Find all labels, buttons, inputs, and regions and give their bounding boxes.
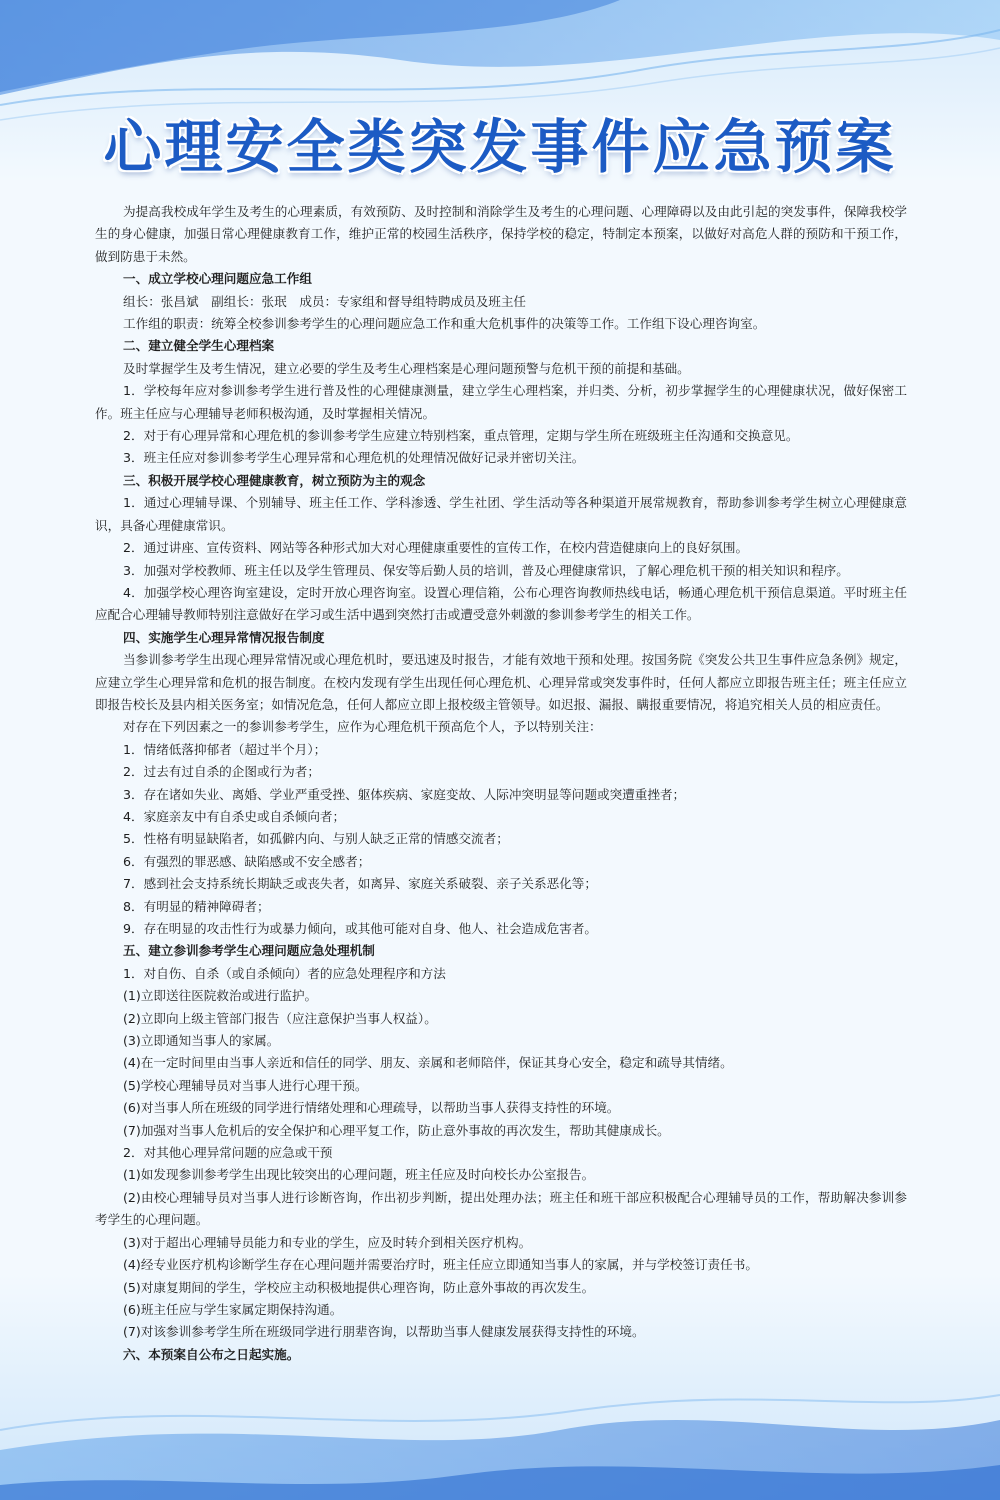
- paragraph: (2)立即向上级主管部门报告（应注意保护当事人权益）。: [123, 1010, 437, 1026]
- document-body: [95, 201, 907, 1366]
- section-heading: 二、建立健全学生心理档案: [123, 338, 275, 354]
- paragraph: 1．学校每年应对参训参考学生进行普及性的心理健康测量，建立学生心理档案，并归类、分析，初步掌握学生的心理健康状况，做好保密工作。班主任应与心理辅导老师积极沟通，及时掌握相关情况。: [95, 383, 907, 421]
- paragraph: (1)如发现参训参考学生出现比较突出的心理问题，班主任应及时向校长办公室报告。: [123, 1167, 595, 1183]
- paragraph: 9．存在明显的攻击性行为或暴力倾向，或其他可能对自身、他人、社会造成危害者。: [123, 921, 597, 936]
- paragraph: 组长：张昌斌 副组长：张珉 成员：专家组和督导组特聘成员及班主任: [123, 293, 526, 309]
- paragraph: 2．过去有过自杀的企图或行为者；: [123, 764, 320, 780]
- paragraph: 当参训参考学生出现心理异常情况或心理危机时，要迅速及时报告，才能有效地干预和处理。按国务院《突发公共卫生事件应急条例》规定，应建立学生心理异常和危机的报告制度。在校内发现有学生出现任何心理危机、心理异常或突发事件时，任何人都应立即报告班主任；班主任应立即报告校长及县内相关医务室；如情况危急，任何人都应立即上报校级主管领导。如迟报、漏报、瞒报重要情况，将追究相关人员的相应责任。: [95, 652, 907, 712]
- paragraph: (4)经专业医疗机构诊断学生存在心理问题并需要治疗时，班主任应立即通知当事人的家属，并与学校签订责任书。: [123, 1257, 758, 1273]
- paragraph: (4)在一定时间里由当事人亲近和信任的同学、朋友、亲属和老师陪伴，保证其身心安全，稳定和疏导其情绪。: [123, 1055, 733, 1071]
- section-heading: 五、建立参训参考学生心理问题应急处理机制: [123, 943, 375, 959]
- paragraph: 2．对于有心理异常和心理危机的参训参考学生应建立特别档案，重点管理，定期与学生所在班级班主任沟通和交换意见。: [123, 428, 799, 444]
- section-heading: 一、成立学校心理问题应急工作组: [123, 271, 312, 287]
- paragraph: 3．班主任应对参训参考学生心理异常和心理危机的处理情况做好记录并密切关注。: [123, 450, 585, 466]
- section-heading: 三、积极开展学校心理健康教育，树立预防为主的观念: [123, 472, 426, 488]
- paragraph: (6)班主任应与学生家属定期保持沟通。: [123, 1301, 343, 1317]
- paragraph: 6．有强烈的罪恶感、缺陷感或不安全感者；: [123, 853, 371, 869]
- paragraph: 8．有明显的精神障碍者；: [123, 898, 270, 914]
- paragraph: (3)立即通知当事人的家属。: [123, 1033, 280, 1049]
- paragraph: (7)加强对当事人危机后的安全保护和心理平复工作，防止意外事故的再次发生，帮助其健康成长。: [123, 1122, 670, 1138]
- paragraph: (1)立即送往医院救治或进行监护。: [123, 988, 318, 1004]
- paragraph: 为提高我校成年学生及考生的心理素质，有效预防、及时控制和消除学生及考生的心理问题、心理障碍以及由此引起的突发事件，保障我校学生的身心健康，加强日常心理健康教育工作，维护正常的校园生活秩序，保持学校的稳定，特制定本预案，以做好对高危人群的预防和干预工作，做到防患于未然。: [95, 204, 907, 264]
- paragraph: 1．情绪低落抑郁者（超过半个月）；: [123, 741, 327, 757]
- paragraph: (2)由校心理辅导员对当事人进行诊断咨询，作出初步判断，提出处理办法；班主任和班干部应积极配合心理辅导员的工作，帮助解决参训参考学生的心理问题。: [95, 1189, 907, 1228]
- paragraph: (5)学校心理辅导员对当事人进行心理干预。: [123, 1077, 368, 1093]
- paragraph: 及时掌握学生及考生情况，建立必要的学生及考生心理档案是心理问题预警与危机干预的前提和基础。: [123, 360, 690, 376]
- paragraph: (7)对该参训参考学生所在班级同学进行朋辈咨询，以帮助当事人健康发展获得支持性的环境。: [123, 1324, 645, 1340]
- paragraph: 2．对其他心理异常问题的应急或干预: [123, 1145, 333, 1161]
- paragraph: 3．加强对学校教师、班主任以及学生管理员、保安等后勤人员的培训，普及心理健康常识，了解心理危机干预的相关知识和程序。: [123, 562, 849, 578]
- paragraph: 对存在下列因素之一的参训参考学生，应作为心理危机干预高危个人，予以特别关注：: [123, 719, 602, 735]
- paragraph: 7．感到社会支持系统长期缺乏或丧失者，如离异、家庭关系破裂、亲子关系恶化等；: [123, 876, 597, 892]
- section-heading: 六、本预案自公布之日起实施。: [123, 1346, 300, 1362]
- paragraph: (5)对康复期间的学生，学校应主动积极地提供心理咨询，防止意外事故的再次发生。: [123, 1279, 595, 1295]
- paragraph: 1．通过心理辅导课、个别辅导、班主任工作、学科渗透、学生社团、学生活动等各种渠道开展常规教育，帮助参训参考学生树立心理健康意识，具备心理健康常识。: [95, 495, 907, 533]
- paragraph: 4．家庭亲友中有自杀史或自杀倾向者；: [123, 808, 346, 824]
- paragraph: 工作组的职责：统筹全校参训参考学生的心理问题应急工作和重大危机事件的决策等工作。工作组下设心理咨询室。: [123, 316, 766, 332]
- paragraph: 4．加强学校心理咨询室建设，定时开放心理咨询室。设置心理信箱，公布心理咨询教师热线电话，畅通心理危机干预信息渠道。平时班主任应配合心理辅导教师特别注意做好在学习或生活中遇到突然打击或遭受意外刺激的参训参考学生的相关工作。: [95, 584, 907, 623]
- section-heading: 四、实施学生心理异常情况报告制度: [123, 629, 325, 645]
- paragraph: (3)对于超出心理辅导员能力和专业的学生，应及时转介到相关医疗机构。: [123, 1234, 532, 1250]
- paragraph: 3．存在诸如失业、离婚、学业严重受挫、躯体疾病、家庭变故、人际冲突明显等问题或突遭重挫者；: [123, 786, 686, 802]
- page-title: 心理安全类突发事件应急预案: [103, 113, 897, 181]
- paragraph: 1．对自伤、自杀（或自杀倾向）者的应急处理程序和方法: [123, 965, 446, 981]
- paragraph: 5．性格有明显缺陷者，如孤僻内向、与别人缺乏正常的情感交流者；: [123, 831, 509, 847]
- paragraph: (6)对当事人所在班级的同学进行情绪处理和心理疏导，以帮助当事人获得支持性的环境。: [123, 1100, 620, 1116]
- paragraph: 2．通过讲座、宣传资料、网站等各种形式加大对心理健康重要性的宣传工作，在校内营造健康向上的良好氛围。: [123, 540, 749, 556]
